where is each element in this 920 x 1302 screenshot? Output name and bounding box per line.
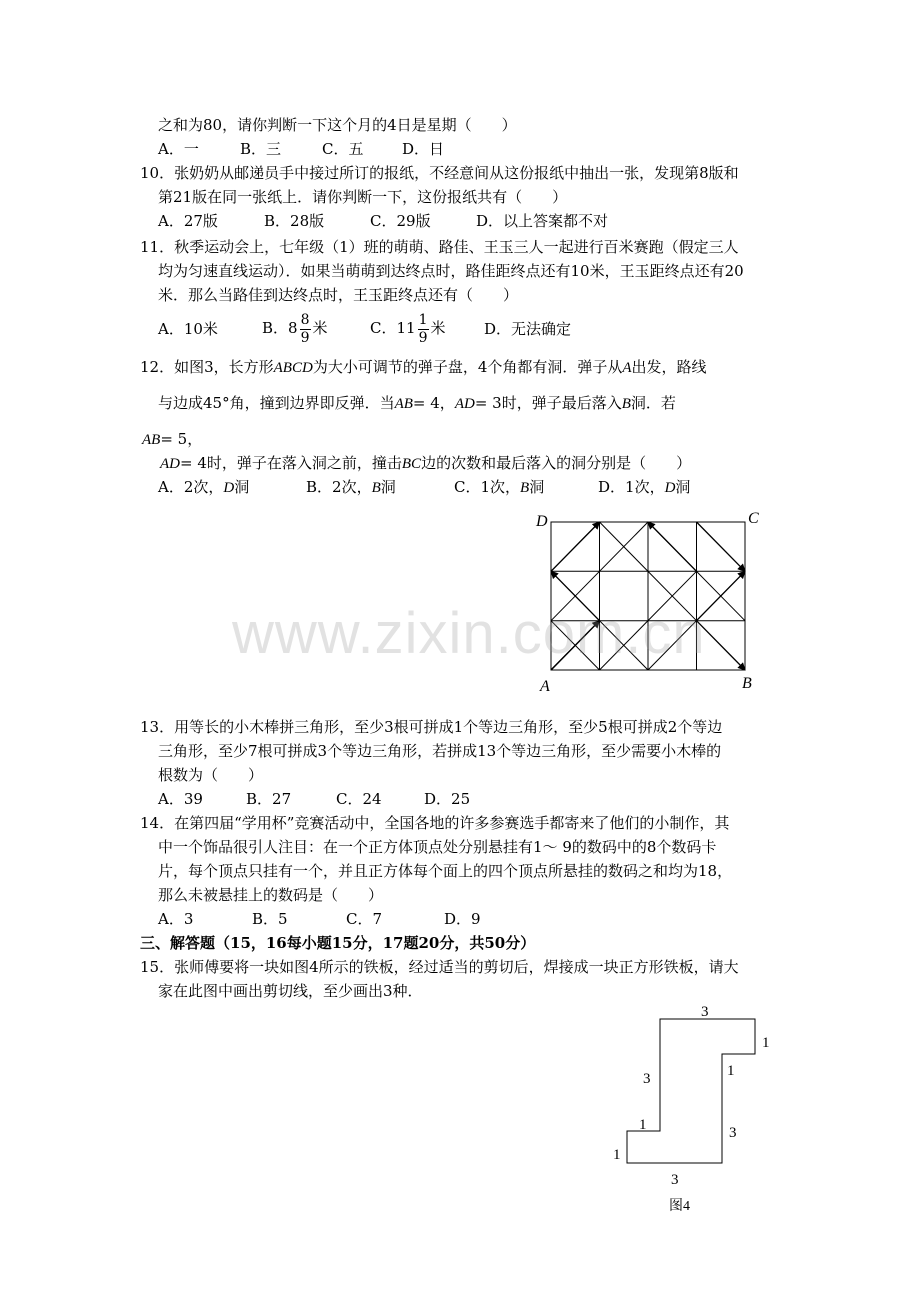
label-top: 3 (701, 1004, 709, 1020)
q11-option-b-whole: B．8 (262, 319, 298, 337)
label-right-top: 1 (762, 1035, 770, 1051)
q10-option-d: D．以上答案都不对 (476, 212, 609, 230)
q11-option-d: D．无法确定 (484, 320, 572, 338)
q12-line1: 12．如图3，长方形ABCD为大小可调节的弹子盘，4个角都有洞．弹子从A出发，路线 (140, 358, 707, 376)
label-bottom: 3 (671, 1172, 679, 1188)
q12-option-c: C．1次，B洞 (454, 478, 545, 496)
plate-outline (627, 1019, 755, 1163)
q10-option-a: A．27版 (158, 212, 218, 230)
label-c: C (748, 510, 759, 527)
q13-option-c: C．24 (336, 790, 382, 808)
q12-option-a: A．2次，D洞 (158, 478, 250, 496)
label-right-lower: 3 (729, 1125, 737, 1141)
label-a: A (540, 678, 550, 695)
q13-option-a: A．39 (158, 790, 203, 808)
q11-option-b-fraction (300, 312, 311, 347)
q9-option-b: B．三 (240, 140, 282, 158)
label-left-lower: 1 (613, 1147, 621, 1163)
q11-line1: 11．秋季运动会上，七年级（1）班的萌萌、路佳、王玉三人一起进行百米赛跑（假定三人 (140, 238, 739, 256)
q14-line3: 片，每个顶点只挂有一个，并且正方体每个面上的四个顶点所悬挂的数码之和均为18， (158, 862, 733, 880)
q11-option-a: A．10米 (158, 320, 218, 338)
label-d: D (536, 513, 548, 530)
fraction-numerator: 1 (418, 311, 428, 328)
rect-name: ABCD (273, 360, 313, 376)
fraction-denominator: 9 (300, 329, 310, 346)
q12-option-b: B．2次，B洞 (306, 478, 396, 496)
label-step: 1 (639, 1117, 647, 1133)
section-3-heading: 三、解答题（15，16每小题15分，17题20分，共50分） (140, 934, 536, 952)
label-b: B (742, 675, 752, 692)
q13-line1: 13．用等长的小木棒拼三角形，至少3根可拼成1个等边三角形，至少5根可拼成2个等边 (140, 718, 723, 736)
fraction-numerator: 8 (300, 311, 310, 328)
q11-option-c-whole: C．11 (370, 319, 416, 337)
q10-option-b: B．28版 (264, 212, 325, 230)
q14-option-b: B．5 (252, 910, 288, 928)
label-notch: 1 (727, 1063, 735, 1079)
q9-option-a: A．一 (158, 140, 199, 158)
q10-line2: 第21版在同一张纸上．请你判断一下，这份报纸共有（ ） (158, 188, 568, 206)
q15-line2: 家在此图中画出剪切线，至少画出3种． (158, 982, 423, 1000)
q11-option-b (262, 306, 328, 350)
q11-option-c-fraction (418, 312, 429, 347)
q9-option-c: C．五 (322, 140, 364, 158)
label-left-upper: 3 (643, 1071, 651, 1087)
q12-line2: 与边成45°角，撞到边界即反弹．当AB= 4，AD= 3时，弹子最后落入B洞．若 (158, 394, 676, 412)
q13-option-d: D．25 (424, 790, 471, 808)
q10-option-c: C．29版 (370, 212, 431, 230)
q12-line3: AB= 5， (142, 430, 203, 448)
q11-option-b-unit: 米 (312, 319, 328, 337)
q9-continuation: 之和为80，请你判断一下这个月的4日是星期（ ） (158, 116, 517, 134)
q12-option-d: D．1次，D洞 (598, 478, 691, 496)
q14-line4: 那么未被悬挂上的数码是（ ） (158, 886, 384, 904)
q14-line2: 中一个饰品很引人注目：在一个正方体顶点处分别悬挂有1～ 9的数码中的8个数码卡 (158, 838, 717, 856)
q14-line1: 14．在第四届“学用杯”竞赛活动中，全国各地的许多参赛选手都寄来了他们的小制作，其 (140, 814, 730, 832)
q9-option-d: D．日 (402, 140, 445, 158)
q14-option-a: A．3 (158, 910, 194, 928)
figure-4-iron-plate (605, 995, 785, 1220)
q10-line1: 10．张奶奶从邮递员手中接过所订的报纸，不经意间从这份报纸中抽出一张，发现第8版和 (140, 164, 739, 182)
fraction-denominator: 9 (418, 329, 428, 346)
q11-option-c-unit: 米 (430, 319, 446, 337)
q12-line4: AD= 4时，弹子在落入洞之前，撞击BC边的次数和最后落入的洞分别是（ ） (160, 454, 692, 472)
q14-option-d: D．9 (444, 910, 481, 928)
q11-option-c (370, 306, 446, 350)
q13-line3: 根数为（ ） (158, 766, 264, 784)
q13-option-b: B．27 (246, 790, 292, 808)
q13-line2: 三角形，至少7根可拼成3个等边三角形，若拼成13个等边三角形，至少需要小木棒的 (158, 742, 722, 760)
q14-option-c: C．7 (346, 910, 383, 928)
q11-line2: 均为匀速直线运动）．如果当萌萌到达终点时，路佳距终点还有10米，王玉距终点还有20 (158, 262, 744, 280)
figure-4-caption: 图4 (669, 1199, 690, 1214)
q11-line3: 米．那么当路佳到达终点时，王玉距终点还有（ ） (158, 286, 519, 304)
q15-line1: 15．张师傅要将一块如图4所示的铁板，经过适当的剪切后，焊接成一块正方形铁板，请大 (140, 958, 739, 976)
watermark: www.zixin.com.cn (232, 601, 706, 666)
